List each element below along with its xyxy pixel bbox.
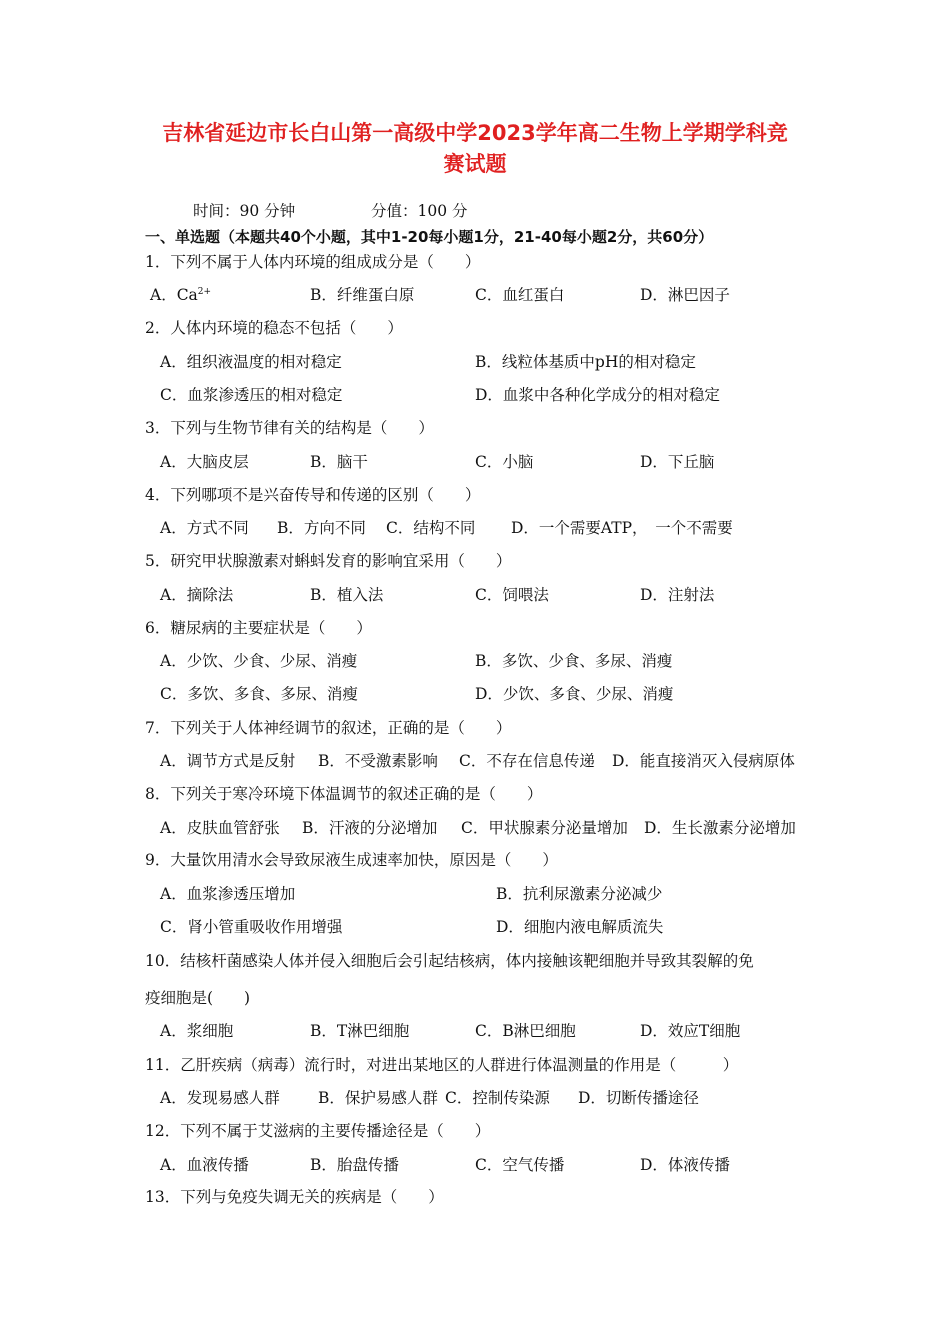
exam-title	[120, 118, 830, 180]
option: D．体液传播	[640, 1156, 730, 1174]
option: C．血红蛋白	[475, 286, 565, 304]
option: A．组织液温度的相对稳定	[160, 353, 342, 371]
option: C．控制传染源	[445, 1089, 550, 1107]
option: B．不受激素影响	[318, 752, 438, 770]
option: C．甲状腺素分泌量增加	[461, 819, 628, 837]
option: D．淋巴因子	[640, 286, 730, 304]
score-info: 分值：100 分	[371, 202, 468, 220]
option: A．皮肤血管舒张	[160, 819, 280, 837]
question-stem: 2．人体内环境的稳态不包括（ ）	[145, 319, 403, 337]
option: D．一个需要ATP， 一个不需要	[511, 519, 733, 537]
option: D．效应T细胞	[640, 1022, 741, 1040]
option: B．脑干	[310, 453, 368, 471]
option-text: A．Ca	[150, 286, 198, 304]
question-stem: 4．下列哪项不是兴奋传导和传递的区别（ ）	[145, 486, 481, 504]
section-heading: 一、单选题（本题共40个小题，其中1-20每小题1分，21-40每小题2分，共60分）	[145, 228, 714, 246]
option: A．发现易感人群	[160, 1089, 280, 1107]
question-stem: 12．下列不属于艾滋病的主要传播途径是（ ）	[145, 1122, 491, 1140]
option: D．血浆中各种化学成分的相对稳定	[475, 386, 720, 404]
time-info: 时间：90 分钟	[193, 202, 296, 220]
question-stem: 7．下列关于人体神经调节的叙述，正确的是（ ）	[145, 719, 512, 737]
option: C．多饮、多食、多尿、消瘦	[160, 685, 358, 703]
question-stem: 5．研究甲状腺激素对蝌蚪发育的影响宜采用（ ）	[145, 552, 512, 570]
superscript: 2+	[197, 287, 212, 297]
question-stem: 6．糖尿病的主要症状是（ ）	[145, 619, 372, 637]
option: B．汗液的分泌增加	[302, 819, 438, 837]
option: D．细胞内液电解质流失	[496, 918, 664, 936]
option: C．饲喂法	[475, 586, 549, 604]
question-stem: 10．结核杆菌感染人体并侵入细胞后会引起结核病，体内接触该靶细胞并导致其裂解的免	[145, 952, 754, 970]
option: C．肾小管重吸收作用增强	[160, 918, 343, 936]
question-stem: 11．乙肝疾病（病毒）流行时，对进出某地区的人群进行体温测量的作用是（ ）	[145, 1056, 739, 1074]
option	[150, 285, 211, 305]
option: B．纤维蛋白原	[310, 286, 415, 304]
question-stem: 13．下列与免疫失调无关的疾病是（ ）	[145, 1188, 444, 1206]
option: B．保护易感人群	[318, 1089, 438, 1107]
question-stem: 1．下列不属于人体内环境的组成成分是（ ）	[145, 253, 481, 271]
option: D．下丘脑	[640, 453, 715, 471]
option: A．血浆渗透压增加	[160, 885, 296, 903]
question-stem: 3．下列与生物节律有关的结构是（ ）	[145, 419, 434, 437]
question-stem-continued: 疫细胞是( )	[145, 989, 251, 1007]
title-line-1: 吉林省延边市长白山第一高级中学2023学年高二生物上学期学科竞	[162, 121, 788, 145]
option: C．空气传播	[475, 1156, 565, 1174]
option: B．多饮、少食、多尿、消瘦	[475, 652, 673, 670]
option: B．方向不同	[277, 519, 366, 537]
option: A．血液传播	[160, 1156, 249, 1174]
option: A．浆细胞	[160, 1022, 234, 1040]
option: A．大脑皮层	[160, 453, 249, 471]
option: C．B淋巴细胞	[475, 1022, 576, 1040]
option: C．不存在信息传递	[459, 752, 595, 770]
question-stem: 8．下列关于寒冷环境下体温调节的叙述正确的是（ ）	[145, 785, 543, 803]
option: D．注射法	[640, 586, 715, 604]
option: A．方式不同	[160, 519, 249, 537]
option: B．植入法	[310, 586, 384, 604]
option: C．小脑	[475, 453, 534, 471]
option: A．摘除法	[160, 586, 234, 604]
option: B．抗利尿激素分泌减少	[496, 885, 663, 903]
option: C．血浆渗透压的相对稳定	[160, 386, 343, 404]
option: B．胎盘传播	[310, 1156, 399, 1174]
option: D．少饮、多食、少尿、消瘦	[475, 685, 674, 703]
option: D．生长激素分泌增加	[644, 819, 796, 837]
option: D．切断传播途径	[578, 1089, 699, 1107]
option: C．结构不同	[386, 519, 476, 537]
question-stem: 9．大量饮用清水会导致尿液生成速率加快，原因是（ ）	[145, 851, 558, 869]
option: A．少饮、少食、少尿、消瘦	[160, 652, 358, 670]
option: B．T淋巴细胞	[310, 1022, 410, 1040]
option: B．线粒体基质中pH的相对稳定	[475, 353, 696, 371]
option: A．调节方式是反射	[160, 752, 296, 770]
option: D．能直接消灭入侵病原体	[612, 752, 795, 770]
title-line-2: 赛试题	[443, 152, 507, 176]
